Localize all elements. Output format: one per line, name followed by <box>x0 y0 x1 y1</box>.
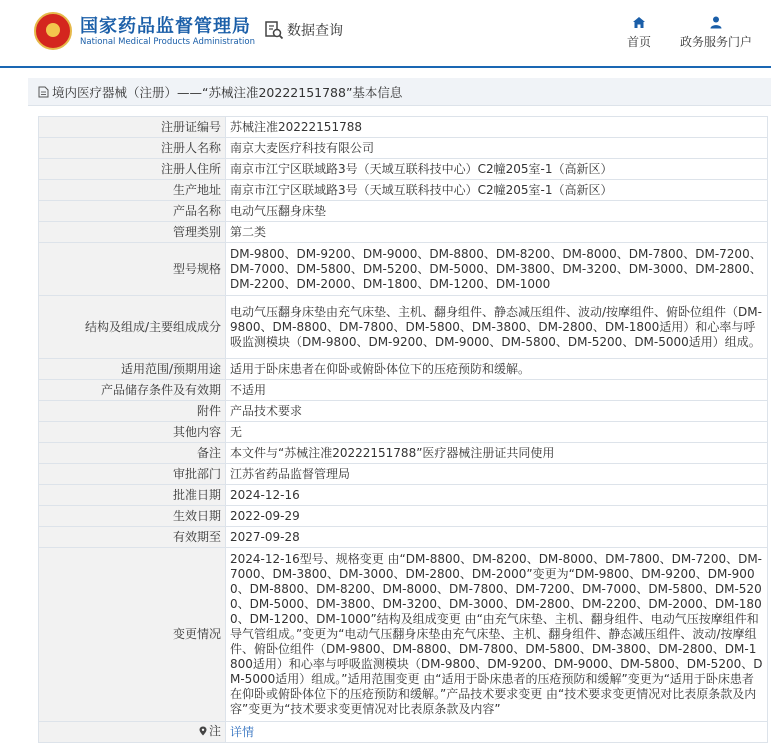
table-row <box>39 222 768 243</box>
table-row <box>39 359 768 380</box>
document-icon <box>38 86 49 98</box>
breadcrumb <box>28 78 771 106</box>
field-value: 不适用 <box>226 380 768 401</box>
nav-home[interactable] <box>627 16 651 50</box>
home-icon <box>632 16 646 29</box>
table-row <box>39 380 768 401</box>
table-row <box>39 138 768 159</box>
table-row <box>39 180 768 201</box>
field-value: 南京市江宁区联域路3号（天域互联科技中心）C2幢205室-1（高新区） <box>226 159 768 180</box>
field-label: 注册人住所 <box>39 159 226 180</box>
table-row <box>39 464 768 485</box>
table-row <box>39 485 768 506</box>
field-label: 其他内容 <box>39 422 226 443</box>
field-value: 无 <box>226 422 768 443</box>
field-label: 附件 <box>39 401 226 422</box>
field-label: 注册证编号 <box>39 117 226 138</box>
field-label: 管理类别 <box>39 222 226 243</box>
field-label: 结构及组成/主要组成成分 <box>39 296 226 359</box>
field-value: 电动气压翻身床垫由充气床垫、主机、翻身组件、静态减压组件、波动/按摩组件、俯卧位组件（DM-9800、DM-8800、DM-7800、DM-5800、DM-3800、DM-2800、DM-1800适用）和心率与呼吸监测模块（DM-9800、DM-9200、DM-9000、DM-5800、DM-5200、DM-5000适用）组成。 <box>226 296 768 359</box>
field-label: 生产地址 <box>39 180 226 201</box>
table-row <box>39 401 768 422</box>
search-document-icon <box>264 20 284 40</box>
field-value: DM-9800、DM-9200、DM-9000、DM-8800、DM-8200、DM-8000、DM-7800、DM-7200、DM-7000、DM-5800、DM-5200、DM-5000、DM-3800、DM-3200、DM-3000、DM-2800、DM-2200、DM-2000、DM-1800、DM-1200、DM-1000 <box>226 243 768 296</box>
table-row <box>39 443 768 464</box>
nav-service-portal[interactable] <box>680 16 752 50</box>
table-row <box>39 548 768 722</box>
national-emblem-logo[interactable] <box>34 12 72 50</box>
details-link[interactable]: 详情 <box>226 722 768 743</box>
field-value: 南京市江宁区联域路3号（天域互联科技中心）C2幢205室-1（高新区） <box>226 180 768 201</box>
breadcrumb-text: 境内医疗器械（注册）——“苏械注准20222151788”基本信息 <box>52 84 403 100</box>
field-label: 变更情况 <box>39 548 226 722</box>
field-value: 产品技术要求 <box>226 401 768 422</box>
field-value: 苏械注准20222151788 <box>226 117 768 138</box>
site-header <box>0 0 771 68</box>
field-label: 审批部门 <box>39 464 226 485</box>
registration-info-table <box>38 116 768 743</box>
table-row <box>39 422 768 443</box>
field-value: 2024-12-16 <box>226 485 768 506</box>
data-query-link[interactable] <box>264 20 343 40</box>
table-row <box>39 117 768 138</box>
note-row <box>39 722 768 743</box>
field-value: 2022-09-29 <box>226 506 768 527</box>
table-row <box>39 296 768 359</box>
field-label: 生效日期 <box>39 506 226 527</box>
table-row <box>39 201 768 222</box>
field-value: 南京大麦医疗科技有限公司 <box>226 138 768 159</box>
field-value: 电动气压翻身床垫 <box>226 201 768 222</box>
field-value: 本文件与“苏械注准20222151788”医疗器械注册证共同使用 <box>226 443 768 464</box>
data-query-label: 数据查询 <box>287 23 343 39</box>
field-label: 有效期至 <box>39 527 226 548</box>
field-value: 2024-12-16型号、规格变更 由“DM-8800、DM-8200、DM-8000、DM-7800、DM-7200、DM-7000、DM-3800、DM-3000、DM-2800、DM-2000”变更为“DM-9800、DM-9200、DM-9000、DM-8800、DM-8200、DM-8000、DM-7800、DM-7200、DM-7000、DM-5800、DM-5200、DM-5000、DM-3800、DM-3200、DM-3000、DM-2800、DM-2200、DM-2000、DM-1800、DM-1200、DM-1000”结构及组成变更 由“由充气床垫、主机、翻身组件、电动气压按摩组件和导气管组成。”变更为“电动气压翻身床垫由充气床垫、主机、翻身组件、静态减压组件、波动/按摩组件、俯卧位组件（DM-9800、DM-8800、DM-7800、DM-5800、DM-3800、DM-2800、DM-1800适用）和心率与呼吸监测模块（DM-9800、DM-9200、DM-9000、DM-5800、DM-5200、DM-5000适用）组成。”适用范围变更 由“适用于卧床患者的压疮预防和缓解”变更为“适用于卧床患者在仰卧或俯卧体位下的压疮预防和缓解。”产品技术要求变更 由“技术要求变更情况对比表原条款及内容”变更为“技术要求变更情况对比表原条款及内容” <box>226 548 768 722</box>
table-row <box>39 159 768 180</box>
nav-home-label: 首页 <box>627 35 652 49</box>
note-label-cell <box>39 722 226 743</box>
location-pin-icon <box>199 726 207 736</box>
field-value: 第二类 <box>226 222 768 243</box>
note-label: 注 <box>208 723 221 738</box>
field-value: 2027-09-28 <box>226 527 768 548</box>
field-value: 适用于卧床患者在仰卧或俯卧体位下的压疮预防和缓解。 <box>226 359 768 380</box>
field-label: 批准日期 <box>39 485 226 506</box>
user-icon <box>709 16 723 29</box>
nav-portal-label: 政务服务门户 <box>680 35 753 49</box>
field-label: 适用范围/预期用途 <box>39 359 226 380</box>
brand-title-en: National Medical Products Administration <box>80 37 255 47</box>
field-label: 注册人名称 <box>39 138 226 159</box>
table-row <box>39 506 768 527</box>
field-label: 产品名称 <box>39 201 226 222</box>
field-label: 型号规格 <box>39 243 226 296</box>
field-value: 江苏省药品监督管理局 <box>226 464 768 485</box>
table-row <box>39 243 768 296</box>
field-label: 产品储存条件及有效期 <box>39 380 226 401</box>
table-row <box>39 527 768 548</box>
field-label: 备注 <box>39 443 226 464</box>
brand-title-cn[interactable]: 国家药品监督管理局 <box>80 16 251 37</box>
